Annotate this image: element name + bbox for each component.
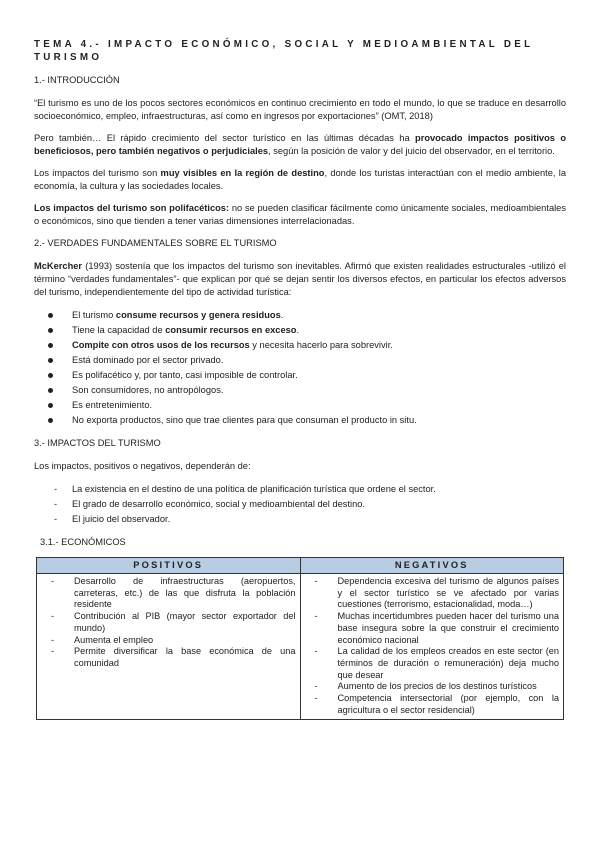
- list-item: - El grado de desarrollo económico, social y medioambiental del destino.: [34, 497, 566, 512]
- list-item: Está dominado por el sector privado.: [34, 353, 566, 368]
- list-item: - La existencia en el destino de una política de planificación turística que ordene el sector.: [34, 482, 566, 497]
- list-item: - Permite diversificar la base económica de una comunidad: [51, 646, 296, 668]
- intro-paragraph-4: Los impactos del turismo son polifacéticos: no se pueden clasificar fácilmente como únicamente sociales, medioambientales o económicos, sino que tienden a tener varias dimensiones interrelacionadas.: [34, 203, 566, 226]
- section-heading-verdades: 2.- VERDADES FUNDAMENTALES SOBRE EL TURISMO: [34, 238, 277, 248]
- bullet-icon: [48, 358, 53, 363]
- list-item: - Dependencia excesiva del turismo de algunos países y el sector turístico se ve afectado por varias cuestiones (terrorismo, estacionalidad, moda…): [314, 576, 559, 610]
- impactos-paragraph: Los impactos, positivos o negativos, dependerán de:: [34, 461, 251, 471]
- list-item: Compite con otros usos de los recursos y necesita hacerlo para sobrevivir.: [34, 338, 566, 353]
- list-item: - Aumenta el empleo: [51, 634, 154, 645]
- bullet-icon: [48, 313, 53, 318]
- list-item: Es entretenimiento.: [34, 398, 566, 413]
- bullet-icon: [48, 403, 53, 408]
- table-header-positivos: POSITIVOS: [37, 558, 301, 574]
- list-item: Son consumidores, no antropólogos.: [34, 383, 566, 398]
- document-page: [34, 38, 566, 720]
- list-item: - Desarrollo de infraestructuras (aeropuertos, carreteras, etc.) de las que disfruta la población residente: [51, 576, 296, 610]
- list-item: El turismo consume recursos y genera residuos.: [34, 308, 566, 323]
- list-item: - Muchas incertidumbres pueden hacer del turismo una base insegura sobre la que construir el crecimiento económico nacional: [314, 611, 559, 645]
- list-item: - Competencia intersectorial (por ejemplo, con la agricultura o el sector residencial): [314, 693, 559, 715]
- bullet-icon: [48, 328, 53, 333]
- list-item: Es polifacético y, por tanto, casi imposible de controlar.: [34, 368, 566, 383]
- list-item: Tiene la capacidad de consumir recursos en exceso.: [34, 323, 566, 338]
- dash-icon: -: [54, 499, 58, 509]
- table-row: [37, 574, 564, 720]
- dash-icon: -: [54, 514, 58, 524]
- intro-quote: “El turismo es uno de los pocos sectores económicos en continuo crecimiento en todo el mundo, lo que se traduce en desarrollo socioeconómico, empleo, infraestructuras, así como en ingresos por exportaciones” (OMT, 2018): [34, 98, 566, 121]
- bullet-icon: [48, 418, 53, 423]
- impactos-list: [34, 482, 566, 527]
- section-heading-impactos: 3.- IMPACTOS DEL TURISMO: [34, 438, 161, 448]
- bullet-icon: [48, 373, 53, 378]
- dash-icon: -: [54, 484, 58, 494]
- positivos-cell: [37, 574, 301, 720]
- section-heading-economicos: 3.1.- ECONÓMICOS: [40, 537, 126, 547]
- list-item: - La calidad de los empleos creados en este sector (en términos de duración o remuneración) deja mucho que desear: [314, 646, 559, 680]
- page-title: TEMA 4.- IMPACTO ECONÓMICO, SOCIAL Y MEDIOAMBIENTAL DEL TURISMO: [34, 39, 534, 63]
- list-item: - El juicio del observador.: [34, 512, 566, 527]
- intro-paragraph-3: Los impactos del turismo son muy visibles en la región de destino, donde los turistas interactúan con el medio ambiente, la economía, la cultura y las sociedades locales.: [34, 168, 566, 191]
- bullet-icon: [48, 343, 53, 348]
- bullet-icon: [48, 388, 53, 393]
- list-item: - Contribución al PIB (mayor sector exportador del mundo): [51, 611, 296, 633]
- table-header-negativos: NEGATIVOS: [300, 558, 564, 574]
- negativos-cell: [300, 574, 564, 720]
- list-item: - Aumento de los precios de los destinos turísticos: [314, 681, 537, 692]
- verdades-paragraph: McKercher (1993) sostenía que los impactos del turismo son inevitables. Afirmó que existen realidades estructurales -utilizó el término “verdades fundamentales”- que explican por qué se dejan sentir los diversos efectos, en particular los efectos adversos del turismo, independientemente del tipo de actividad turística:: [34, 261, 566, 297]
- verdades-list: [34, 308, 566, 428]
- impactos-economicos-table: [36, 557, 564, 720]
- intro-paragraph-2: Pero también… El rápido crecimiento del sector turístico en las últimas décadas ha provocado impactos positivos o beneficiosos, pero también negativos o perjudiciales, según la posición de valor y del juicio del observador, en el territorio.: [34, 133, 566, 156]
- list-item: No exporta productos, sino que trae clientes para que consuman el producto in situ.: [34, 413, 566, 428]
- section-heading-introduccion: 1.- INTRODUCCIÓN: [34, 75, 120, 85]
